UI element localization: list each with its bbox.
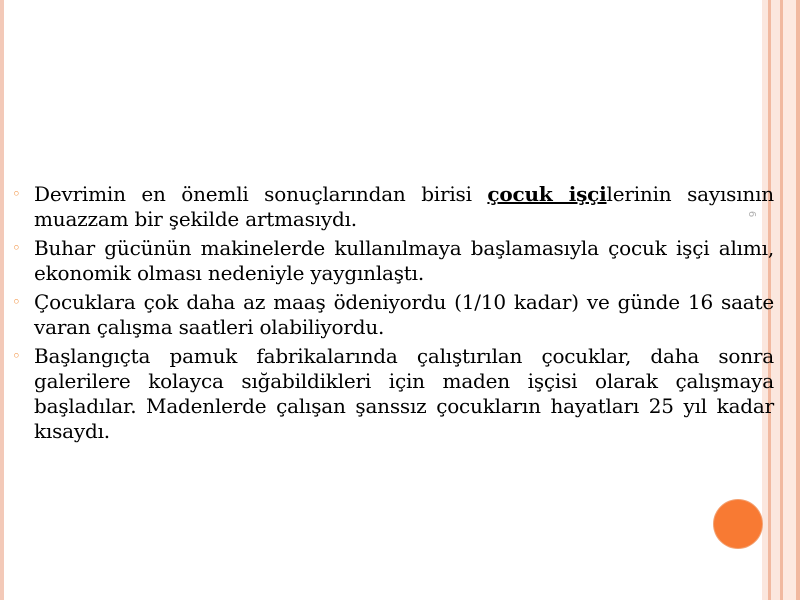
bullet-list [12,182,774,448]
bullet-item [12,182,774,232]
bullet-item [12,344,774,444]
bullet-circle-icon: ◦ [12,347,21,365]
bullet-item [12,290,774,340]
page-number: 6 [746,210,757,218]
bullet-text: Buhar gücünün makinelerde kullanılmaya başlamasıyla çocuk işçi alımı, ekonomik olması nedeniyle yaygınlaştı. [34,236,774,285]
highlighted-term: çocuk işçi [487,182,607,206]
bullet-circle-icon: ◦ [12,239,21,257]
bullet-circle-icon: ◦ [12,185,21,203]
bullet-circle-icon: ◦ [12,293,21,311]
left-decorative-stripe [0,0,4,600]
bullet-text-end: lerinin sayısının muazzam bir şekilde artmasıydı. [34,182,774,231]
decorative-orange-circle [714,500,762,548]
bullet-text: Çocuklara çok daha az maaş ödeniyordu (1/10 kadar) ve günde 16 saate varan çalışma saatleri olabiliyordu. [34,290,774,339]
right-decorative-line [796,0,800,600]
bullet-item [12,236,774,286]
bullet-text: Başlangıçta pamuk fabrikalarında çalıştırılan çocuklar, daha sonra galerilere kolayca sığabildikleri için maden işçisi olarak çalışmaya başladılar. Madenlerde çalışan şanssız çocukların hayatları 25 yıl kadar kısaydı. [34,344,774,443]
bullet-text-start: Devrimin en önemli sonuçlarından birisi [34,182,488,206]
right-decorative-band [783,0,796,600]
